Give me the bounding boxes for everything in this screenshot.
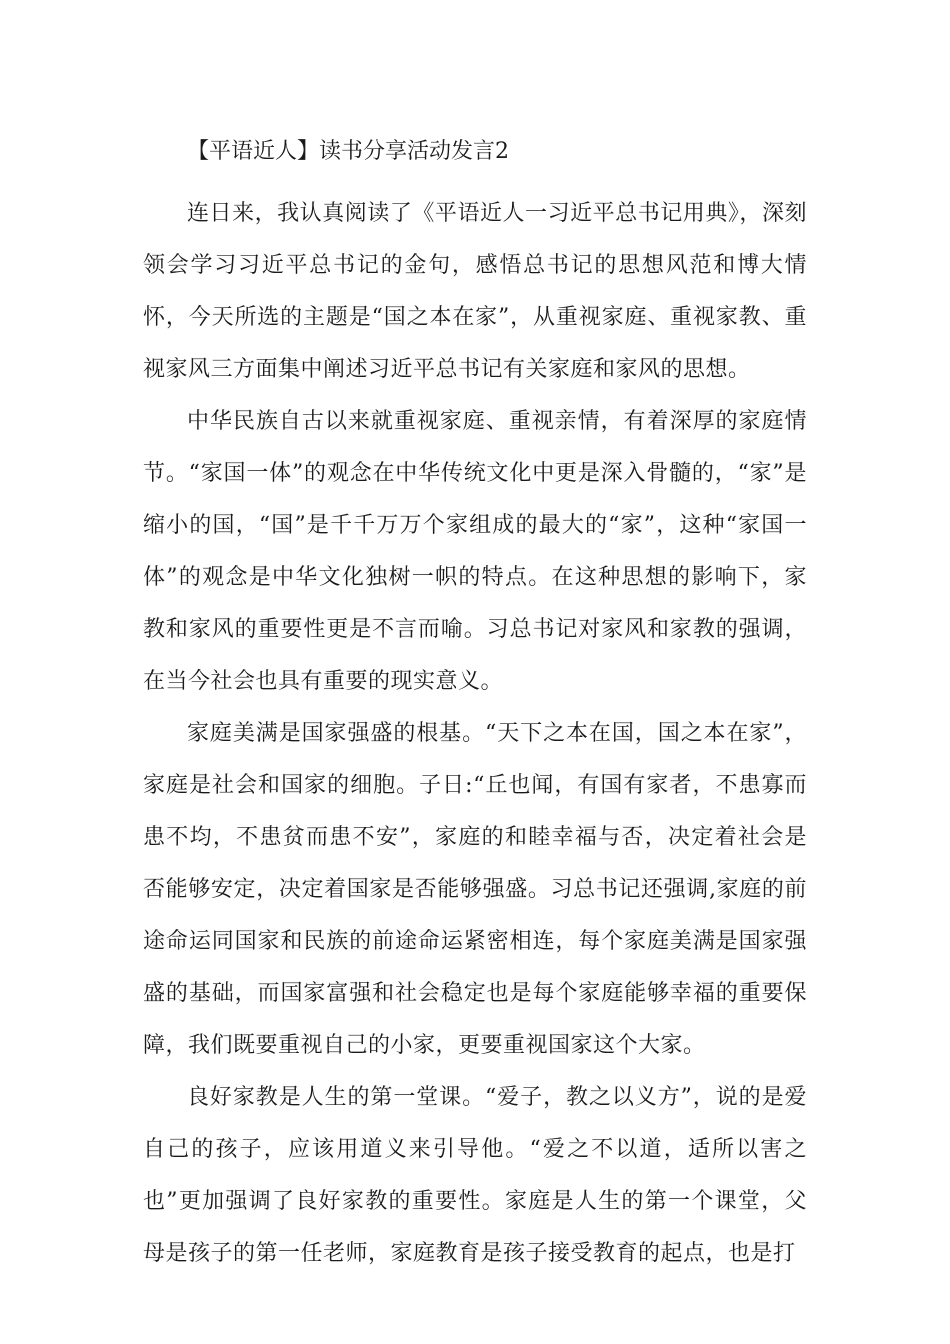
document-body xyxy=(143,130,807,1280)
paragraph-intro: 连日来，我认真阅读了《平语近人一习近平总书记用典》，深刻领会学习习近平总书记的金句，感悟总书记的思想风范和博大情怀，今天所选的主题是“国之本在家”，从重视家庭、重视家教、重视家风三方面集中阐述习近平总书记有关家庭和家风的思想。 xyxy=(143,201,807,382)
paragraph-family-education: 良好家教是人生的第一堂课。“爱子，教之以义方”，说的是爱自己的孩子，应该用道义来引导他。“爱之不以道，适所以害之也”更加强调了良好家教的重要性。家庭是人生的第一个课堂，父母是孩子的第一任老师，家庭教育是孩子接受教育的起点，也是打 xyxy=(143,1085,807,1266)
paragraph-family-nation: 中华民族自古以来就重视家庭、重视亲情，有着深厚的家庭情节。“家国一体”的观念在中华传统文化中更是深入骨髓的，“家”是缩小的国，“国”是千千万万个家组成的最大的“家”，这种“家国一体”的观念是中华文化独树一帜的特点。在这种思想的影响下，家教和家风的重要性更是不言而喻。习总书记对家风和家教的强调，在当今社会也具有重要的现实意义。 xyxy=(143,409,807,694)
document-title: 【平语近人】读书分享活动发言2 xyxy=(187,139,509,164)
paragraph-family-foundation: 家庭美满是国家强盛的根基。“天下之本在国，国之本在家”，家庭是社会和国家的细胞。子日:“丘也闻，有国有家者，不患寡而患不均，不患贫而患不安”，家庭的和睦幸福与否，决定着社会是否能够安定，决定着国家是否能够强盛。习总书记还强调,家庭的前途命运同国家和民族的前途命运紧密相连，每个家庭美满是国家强盛的基础，而国家富强和社会稳定也是每个家庭能够幸福的重要保障，我们既要重视自己的小家，更要重视国家这个大家。 xyxy=(143,721,807,1058)
